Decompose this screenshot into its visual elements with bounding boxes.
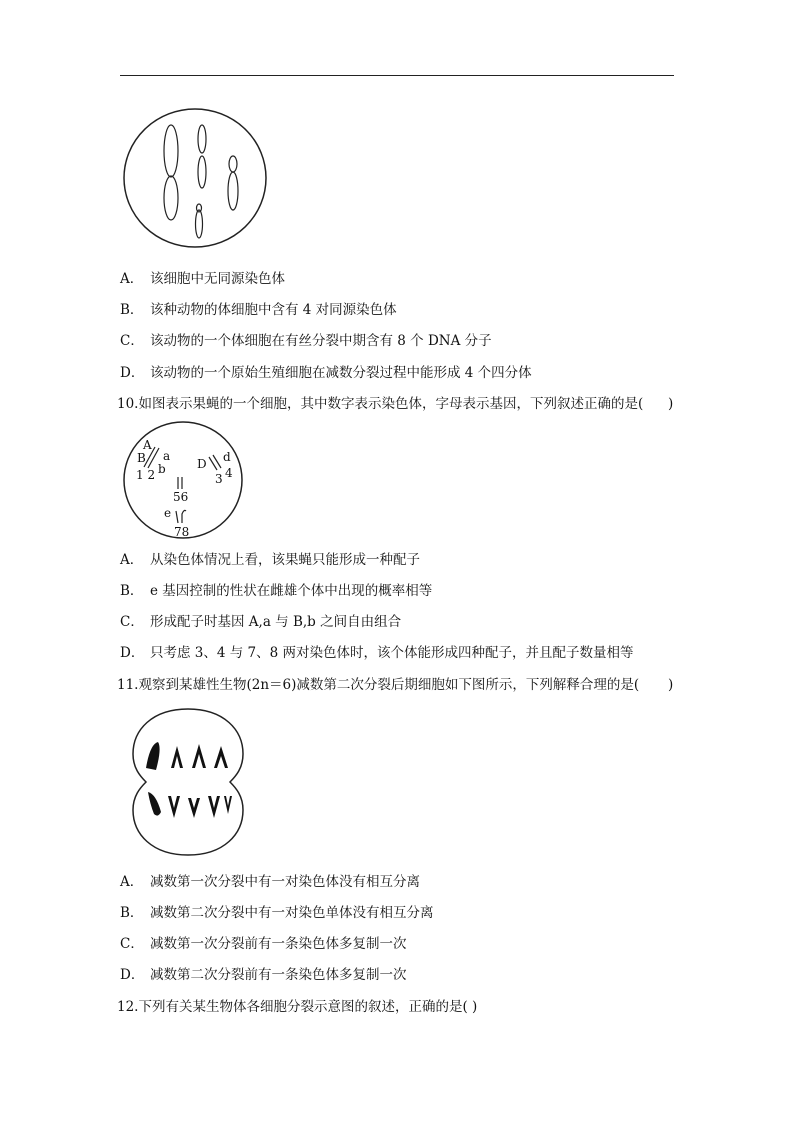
q10-option-b[interactable]: B． e 基因控制的性状在雌雄个体中出现的概率相等 [120,583,433,599]
q9-option-b[interactable]: B． 该种动物的体细胞中含有 4 对同源染色体 [120,302,397,318]
q11-option-d[interactable]: D． 减数第二次分裂前有一条染色体多复制一次 [120,967,407,983]
q9-option-a[interactable]: A． 该细胞中无同源染色体 [120,271,285,287]
q10-label-d: d [223,450,231,464]
q10-label-a: a [163,449,171,463]
q10-label-56: 56 [173,490,189,504]
q10-label-4: 4 [225,466,233,480]
q9-cell-figure [122,107,268,249]
q11-option-c[interactable]: C． 减数第一次分裂前有一条染色体多复制一次 [120,936,407,952]
q10-option-c[interactable]: C． 形成配子时基因 A,a 与 B,b 之间自由组合 [120,614,402,630]
q9-option-d[interactable]: D． 该动物的一个原始生殖细胞在减数分裂过程中能形成 4 个四分体 [120,365,532,381]
q10-label-12: 1 2 [136,468,156,482]
q11-option-b[interactable]: B． 减数第二次分裂中有一对染色单体没有相互分离 [120,905,434,921]
q10-answer-paren: ) [668,396,674,412]
q10-option-a[interactable]: A． 从染色体情况上看，该果蝇只能形成一种配子 [120,552,420,568]
q11-answer-paren: ) [668,677,674,693]
q10-label-D: D [197,457,207,471]
q10-label-3: 3 [215,472,223,486]
q10-label-e: e [164,506,172,520]
q11-option-a[interactable]: A． 减数第一次分裂中有一对染色体没有相互分离 [120,874,420,890]
q12-stem: 12.下列有关某生物体各细胞分裂示意图的叙述，正确的是( ) [117,999,478,1015]
q11-stem: 11.观察到某雄性生物(2n＝6)减数第二次分裂后期细胞如下图所示，下列解释合理的是( [117,677,640,693]
q10-label-A: A [143,438,152,452]
q10-label-78: 78 [174,525,190,539]
q10-label-B: B [137,451,146,465]
header-rule [120,75,674,76]
q10-cell-figure [122,420,244,540]
q9-option-c[interactable]: C． 该动物的一个体细胞在有丝分裂中期含有 8 个 DNA 分子 [120,333,492,349]
q10-label-b: b [158,462,166,476]
q10-option-d[interactable]: D． 只考虑 3、4 与 7、8 两对染色体时，该个体能形成四种配子，并且配子数量相等 [120,645,634,661]
q10-stem: 10.如图表示果蝇的一个细胞，其中数字表示染色体，字母表示基因，下列叙述正确的是( [117,396,644,412]
q11-cell-figure [128,706,248,858]
